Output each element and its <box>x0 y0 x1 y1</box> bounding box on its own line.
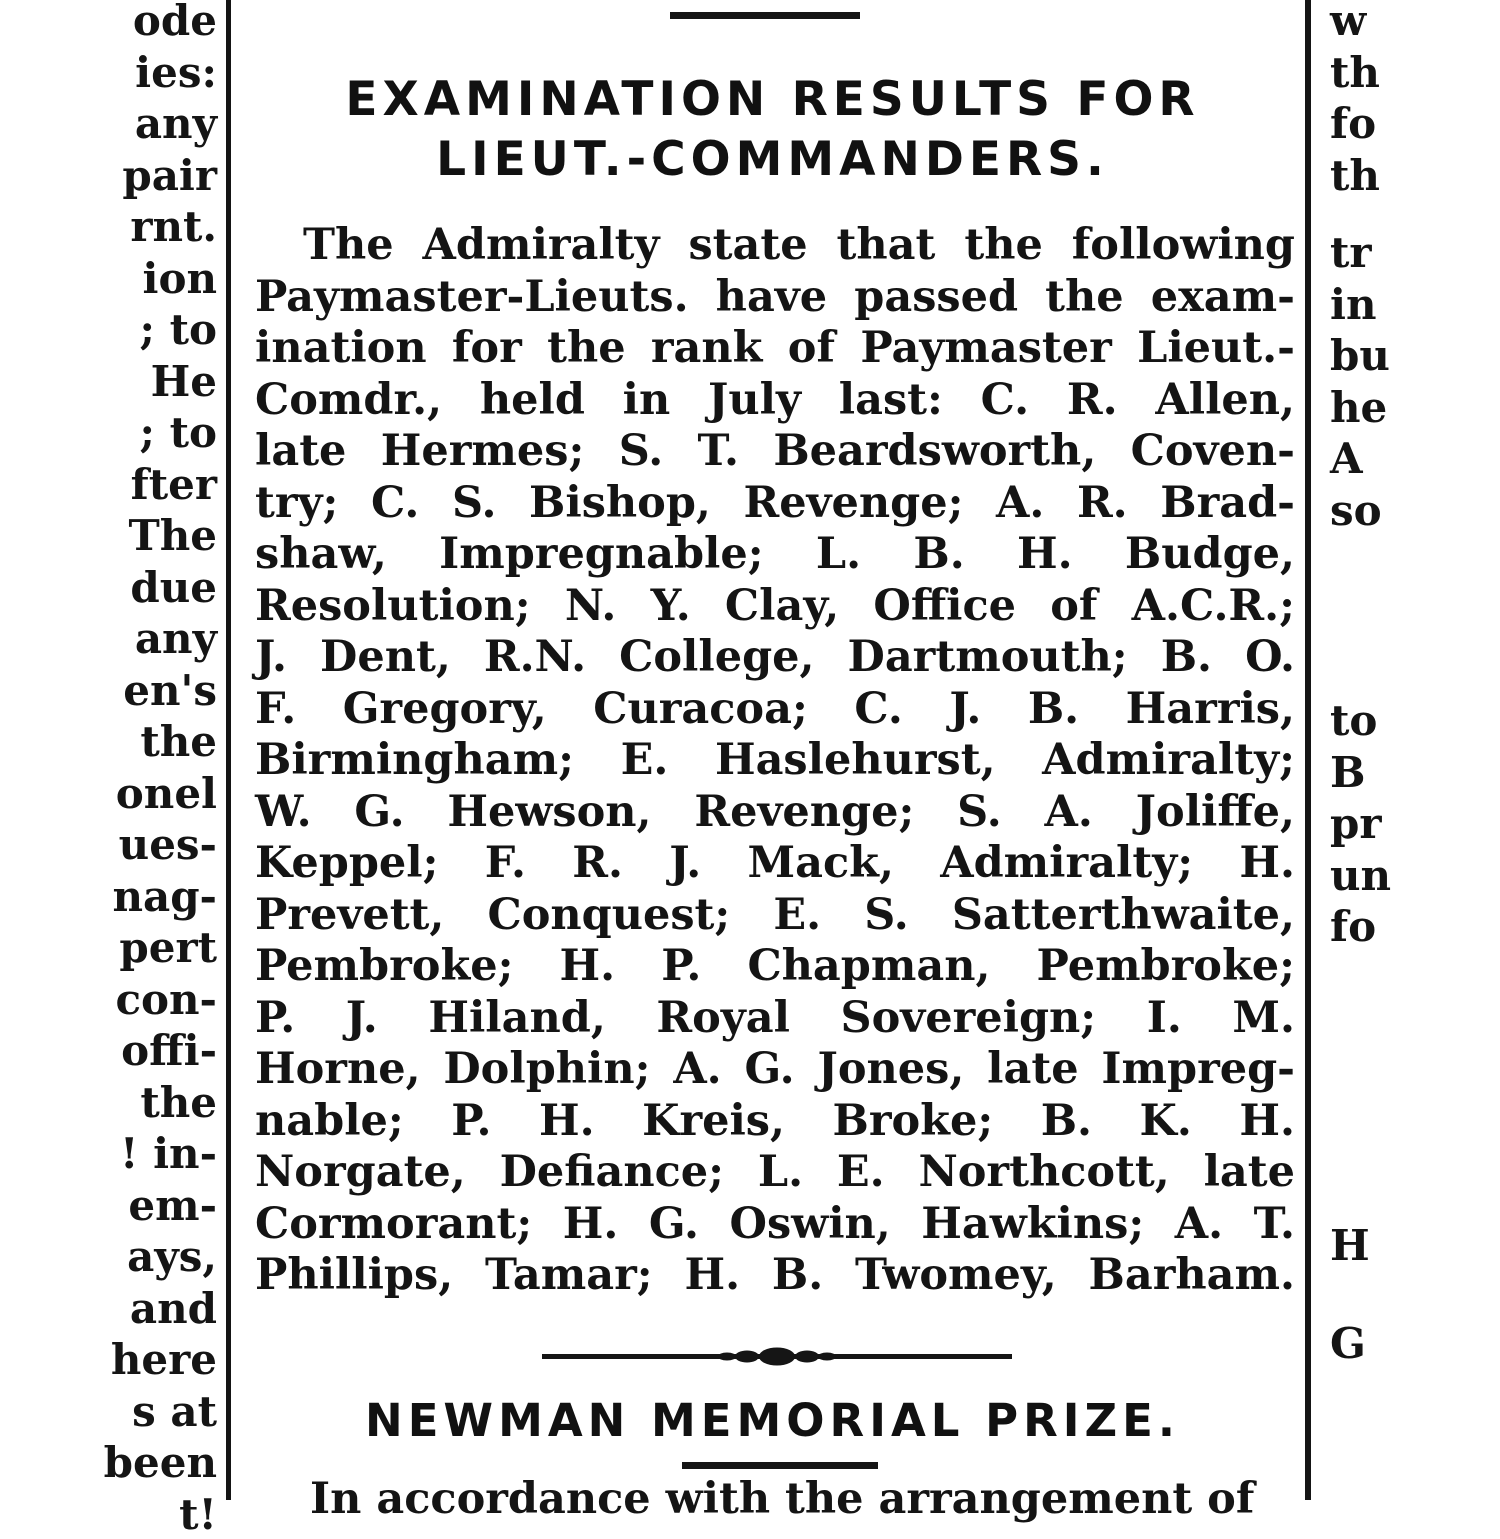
right-column-fragment: pr <box>1330 799 1382 848</box>
body-line: Keppel; F. R. J. Mack, Admiralty; H. <box>255 838 1295 888</box>
article-body <box>255 220 1295 1302</box>
body-line: Comdr., held in July last: C. R. Allen, <box>255 374 1295 425</box>
left-column-fragment: the <box>140 1077 217 1127</box>
left-column-fragment: any <box>134 99 217 148</box>
right-column-fragment: in <box>1330 279 1377 329</box>
next-body-cutoff <box>310 1474 1270 1524</box>
left-column-fragment: due <box>130 562 217 612</box>
left-column-fragment: ion <box>142 253 217 303</box>
body-line: late Hermes; S. T. Beardsworth, Coven- <box>255 426 1295 476</box>
top-rule <box>670 12 860 19</box>
left-column-fragment: con- <box>115 974 217 1024</box>
right-column-fragment: un <box>1330 850 1392 900</box>
body-line: Horne, Dolphin; A. G. Jones, late Impreg- <box>255 1044 1295 1094</box>
left-column-fragment: ! in- <box>120 1129 217 1178</box>
body-line: P. J. Hiland, Royal Sovereign; I. M. <box>255 992 1295 1043</box>
right-column-fragment: to <box>1330 696 1378 745</box>
body-line: nable; P. H. Kreis, Broke; B. K. H. <box>255 1095 1295 1146</box>
right-column-fragment: H <box>1330 1221 1370 1270</box>
left-column-fragment: He <box>150 356 217 406</box>
right-column-fragment: B <box>1330 747 1366 797</box>
right-column-fragment: fo <box>1330 99 1377 148</box>
right-column-fragment: th <box>1330 47 1380 97</box>
body-line: F. Gregory, Curacoa; C. J. B. Harris, <box>255 683 1295 734</box>
body-line: Pembroke; H. P. Chapman, Pembroke; <box>255 941 1295 991</box>
left-column-fragment: onel <box>115 768 217 818</box>
left-column-fragment: ode <box>132 0 217 45</box>
left-column-fragment: pert <box>119 923 217 972</box>
right-column-fragment: tr <box>1330 228 1372 277</box>
ornamental-rule <box>542 1344 1012 1368</box>
body-line: try; C. S. Bishop, Revenge; A. R. Brad- <box>255 477 1295 528</box>
body-line: shaw, Impregnable; L. B. H. Budge, <box>255 529 1295 579</box>
body-line: J. Dent, R.N. College, Dartmouth; B. O. <box>255 632 1295 682</box>
left-column-fragment: en's <box>123 665 217 715</box>
column-rule-right <box>1305 0 1311 1500</box>
left-column-fragments <box>103 0 223 1539</box>
left-column-fragment: The <box>128 511 217 560</box>
right-column-fragment: he <box>1330 382 1388 432</box>
body-line: ination for the rank of Paymaster Lieut.- <box>255 323 1295 373</box>
left-column-fragment: offi- <box>121 1026 217 1075</box>
left-column-fragment: ays, <box>127 1232 217 1281</box>
body-line: Resolution; N. Y. Clay, Office of A.C.R.; <box>255 580 1295 631</box>
right-column-fragment: A <box>1330 434 1363 483</box>
right-column-fragment: bu <box>1330 331 1390 380</box>
left-column-fragment: rnt. <box>130 202 217 251</box>
left-column-fragment: here <box>110 1335 217 1384</box>
right-column-fragments <box>1328 0 1392 1500</box>
left-column-fragment: ues- <box>118 820 217 869</box>
body-line: The Admiralty state that the following <box>303 220 1295 270</box>
body-line: W. G. Hewson, Revenge; S. A. Joliffe, <box>255 786 1295 837</box>
body-line: Cormorant; H. G. Oswin, Hawkins; A. T. <box>255 1198 1295 1249</box>
right-column-fragment: G <box>1330 1319 1366 1368</box>
left-column-fragment: s at <box>132 1386 217 1436</box>
body-line: Prevett, Conquest; E. S. Satterthwaite, <box>255 889 1295 940</box>
headline-line-2: LIEUT.-COMMANDERS. <box>436 132 1109 187</box>
right-column-fragment: so <box>1330 485 1382 535</box>
left-column-fragment: pair <box>122 150 217 200</box>
left-column-fragment: nag- <box>112 871 217 921</box>
right-column-fragment: w <box>1330 0 1367 45</box>
headline-line-1: EXAMINATION RESULTS FOR <box>345 72 1200 127</box>
left-column-fragment: the <box>140 717 217 766</box>
body-line: Norgate, Defiance; L. E. Northcott, late <box>255 1147 1295 1197</box>
next-headline: NEWMAN MEMORIAL PRIZE. <box>365 1394 1180 1447</box>
left-column-fragment: ; to <box>139 305 217 354</box>
left-column-fragment: ies: <box>135 47 217 97</box>
left-column-fragment: em- <box>128 1180 217 1230</box>
left-column-fragment: ; to <box>139 408 217 457</box>
body-line: Phillips, Tamar; H. B. Twomey, Barham. <box>255 1250 1295 1300</box>
left-column-fragment: fter <box>130 459 217 509</box>
left-column-fragment: and <box>129 1283 217 1333</box>
left-column-fragment: any <box>134 614 217 663</box>
left-column-fragment: been <box>103 1438 217 1487</box>
right-column-fragment: fo <box>1330 902 1377 951</box>
right-column-fragment: th <box>1330 150 1380 200</box>
article <box>250 0 1295 1524</box>
left-column-fragment: t! <box>179 1489 217 1539</box>
bottom-rule <box>682 1462 878 1469</box>
column-rule-left <box>226 0 231 1500</box>
body-line: Birmingham; E. Haslehurst, Admiralty; <box>255 735 1295 785</box>
body-line: Paymaster-Lieuts. have passed the exam- <box>255 271 1295 322</box>
next-body-cutoff-text: In accordance with the arrangement of <box>310 1474 1255 1524</box>
